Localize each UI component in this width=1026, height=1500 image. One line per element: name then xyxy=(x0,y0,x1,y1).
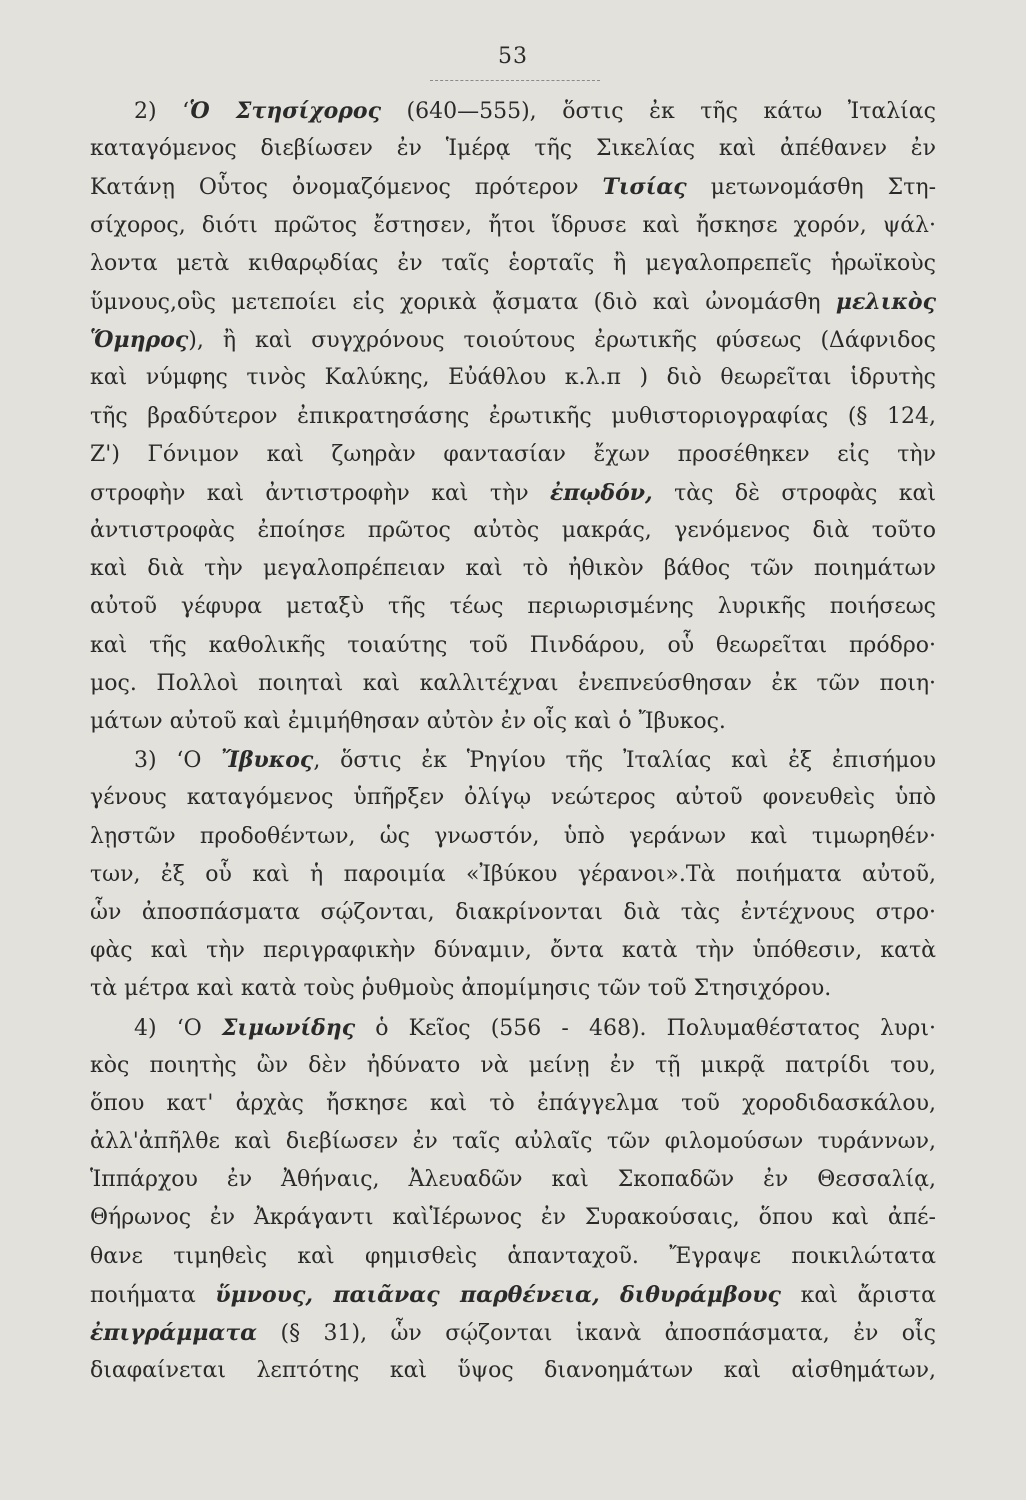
emphasized-text: Ὁ Στησίχορος xyxy=(189,98,381,124)
emphasized-text: ὕμνους, παιᾶνας παρθένεια, διθυράμβους xyxy=(215,1281,781,1308)
text-line xyxy=(90,321,936,359)
emphasized-text: Τισίας xyxy=(602,174,687,201)
text-line xyxy=(90,1009,936,1047)
page-number: 53 xyxy=(498,44,528,69)
text-line xyxy=(90,1123,936,1161)
text-line xyxy=(90,665,936,703)
text-span: καὶ διὰ τὴν μεγαλοπρέπειαν καὶ τὸ ἠθικὸν βάθος τῶν ποιημάτων xyxy=(90,556,936,582)
text-span: λοντα μετὰ κιθαρῳδίας ἐν ταῖς ἑορταῖς ἢ μεγαλοπρεπεῖς ἡρωϊκοὺς xyxy=(90,250,936,276)
text-span: σίχορος, διότι πρῶτος ἔστησεν, ἤτοι ἵδρυσε καὶ ἤσκησε χορόν, ψάλ· xyxy=(90,212,936,238)
text-line xyxy=(90,207,936,245)
text-span: 3) ‘Ο xyxy=(134,748,222,774)
text-span: Κατάνῃ Οὗτος ὀνομαζόμενος πρότερον xyxy=(90,175,603,201)
text-line xyxy=(90,779,936,817)
text-span: ὁ Κεῖος (556 - 468). Πολυμαθέστατος λυρι· xyxy=(355,1015,936,1041)
text-line xyxy=(90,588,936,626)
text-line xyxy=(90,1238,936,1276)
text-span: αὐτοῦ γέφυρα μεταξὺ τῆς τέως περιωρισμένης λυρικῆς ποιήσεως xyxy=(90,594,936,620)
text-span: λῃστῶν προδοθέντων, ὡς γνωστόν, ὑπὸ γεράνων καὶ τιμωρηθέν· xyxy=(90,823,936,849)
text-span: (§ 31), ὧν σῴζονται ἱκανὰ ἀποσπάσματα, ἐν οἷς xyxy=(257,1321,936,1346)
text-span: Ζ') Γόνιμον καὶ ζωηρὰν φαντασίαν ἔχων προσέθηκεν εἰς τὴν xyxy=(90,441,936,467)
text-line xyxy=(90,1352,936,1390)
text-line xyxy=(90,398,936,436)
text-span: φὰς καὶ τὴν περιγραφικὴν δύναμιν, ὄντα κατὰ τὴν ὑπόθεσιν, κατὰ xyxy=(90,938,936,964)
text-span: μάτων αὐτοῦ καὶ ἐμιμήθησαν αὐτὸν ἐν οἷς καὶ ὁ Ἴβυκος. xyxy=(90,709,726,734)
body-text xyxy=(90,92,936,1390)
text-span: καταγόμενος διεβίωσεν ἐν Ἱμέρᾳ τῆς Σικελίας καὶ ἀπέθανεν ἐν xyxy=(90,136,936,162)
text-span: καὶ τῆς καθολικῆς τοιαύτης τοῦ Πινδάρου, οὗ θεωρεῖται πρόδρο· xyxy=(90,632,936,658)
text-span: Θήρωνος ἐν Ἀκράγαντι καὶἹέρωνος ἐν Συρακούσαις, ὅπου καὶ ἀπέ- xyxy=(90,1205,936,1231)
emphasized-text: Σιμωνίδης xyxy=(221,1014,356,1041)
text-span: γένους καταγόμενος ὑπῆρξεν ὀλίγῳ νεώτερος αὐτοῦ φονευθεὶς ὑπὸ xyxy=(90,785,936,811)
text-span: 2) ‘ xyxy=(134,99,190,124)
text-span: μετωνομάσθη Στη- xyxy=(686,175,936,201)
text-span: (640—555), ὅστις ἐκ τῆς κάτω Ἰταλίας xyxy=(380,99,936,124)
text-span: ), ἢ καὶ συγχρόνους τοιούτους ἐρωτικῆς φύσεως (Δάφνιδος xyxy=(188,328,936,354)
emphasized-text: ἐπῳδόν, xyxy=(550,479,653,506)
text-line xyxy=(90,436,936,474)
text-line xyxy=(90,359,936,397)
text-line xyxy=(90,856,936,894)
text-span: ἀλλ'ἀπῆλθε καὶ διεβίωσεν ἐν ταῖς αὐλαῖς τῶν φιλομούσων τυράννων, xyxy=(90,1129,936,1155)
text-line xyxy=(90,1085,936,1123)
text-span: των, ἐξ οὗ καὶ ἡ παροιμία «Ἰβύκου γέρανοι».Τὰ ποιήματα αὐτοῦ, xyxy=(90,861,936,887)
text-span: καὶ ἄριστα xyxy=(780,1282,936,1308)
text-span: ὅπου κατ' ἀρχὰς ἤσκησε καὶ τὸ ἐπάγγελμα τοῦ χοροδιδασκάλου, xyxy=(90,1090,936,1116)
text-line xyxy=(90,245,936,283)
text-line xyxy=(90,550,936,588)
text-span: τὰ μέτρα καὶ κατὰ τοὺς ῥυθμοὺς ἀπομίμησις τῶν τοῦ Στησιχόρου. xyxy=(90,976,832,1002)
text-span: στροφὴν καὶ ἀντιστροφὴν καὶ τὴν xyxy=(90,480,550,506)
text-line xyxy=(90,703,936,741)
text-span: ἀντιστροφὰς ἐποίησε πρῶτος αὐτὸς μακράς, γενόμενος διὰ τοῦτο xyxy=(90,518,936,544)
text-span: ὧν ἀποσπάσματα σῴζονται, διακρίνονται διὰ τὰς ἐντέχνους στρο· xyxy=(90,899,936,925)
text-span: καὶ νύμφης τινὸς Καλύκης, Εὐάθλου κ.λ.π ) διὸ θεωρεῖται ἱδρυτὴς xyxy=(90,365,936,391)
text-span: , ὅστις ἐκ Ῥηγίου τῆς Ἰταλίας καὶ ἐξ ἐπισήμου xyxy=(313,748,936,774)
text-span: διαφαίνεται λεπτότης καὶ ὕψος διανοημάτων καὶ αἰσθημάτων, xyxy=(90,1358,936,1384)
text-span: μος. Πολλοὶ ποιηταὶ καὶ καλλιτέχναι ἐνεπνεύσθησαν ἐκ τῶν ποιη· xyxy=(90,670,936,696)
emphasized-text: μελικὸς xyxy=(835,288,936,315)
emphasized-text: Ἴβυκος xyxy=(221,747,314,774)
text-span: θανε τιμηθεὶς καὶ φημισθεὶς ἁπανταχοῦ. Ἔγραψε ποικιλώτατα xyxy=(90,1243,936,1269)
text-line xyxy=(90,130,936,168)
text-line xyxy=(90,1276,936,1314)
text-line xyxy=(90,283,936,321)
text-line xyxy=(90,970,936,1008)
text-line xyxy=(90,512,936,550)
text-span: τὰς δὲ στροφὰς καὶ xyxy=(652,480,936,506)
text-line xyxy=(90,741,936,779)
text-line xyxy=(90,932,936,970)
text-line xyxy=(90,474,936,512)
text-line xyxy=(90,627,936,665)
text-line xyxy=(90,1047,936,1085)
text-line xyxy=(90,1161,936,1199)
text-span: ποιήματα xyxy=(90,1282,216,1308)
text-line xyxy=(90,894,936,932)
emphasized-text: ἐπιγράμματα xyxy=(90,1320,258,1346)
text-line xyxy=(90,1314,936,1352)
text-line xyxy=(90,1199,936,1237)
page-number-rule xyxy=(430,80,600,81)
text-line xyxy=(90,818,936,856)
text-span: 4) ‘Ο xyxy=(134,1015,222,1041)
emphasized-text: Ὅμηρος xyxy=(90,327,189,354)
text-span: τῆς βραδύτερον ἐπικρατησάσης ἐρωτικῆς μυθιστοριογραφίας (§ 124, xyxy=(90,403,936,429)
text-span: Ἱππάρχου ἐν Ἀθήναις, Ἀλευαδῶν καὶ Σκοπαδῶν ἐν Θεσσαλίᾳ, xyxy=(90,1167,936,1193)
text-span: κὸς ποιητὴς ὢν δὲν ἠδύνατο νὰ μείνῃ ἐν τῇ μικρᾷ πατρίδι του, xyxy=(90,1052,936,1078)
text-line xyxy=(90,92,936,130)
text-span: ὕμνους,οὓς μετεποίει εἰς χορικὰ ᾄσματα (διὸ καὶ ὠνομάσθη xyxy=(90,289,836,315)
text-line xyxy=(90,168,936,206)
